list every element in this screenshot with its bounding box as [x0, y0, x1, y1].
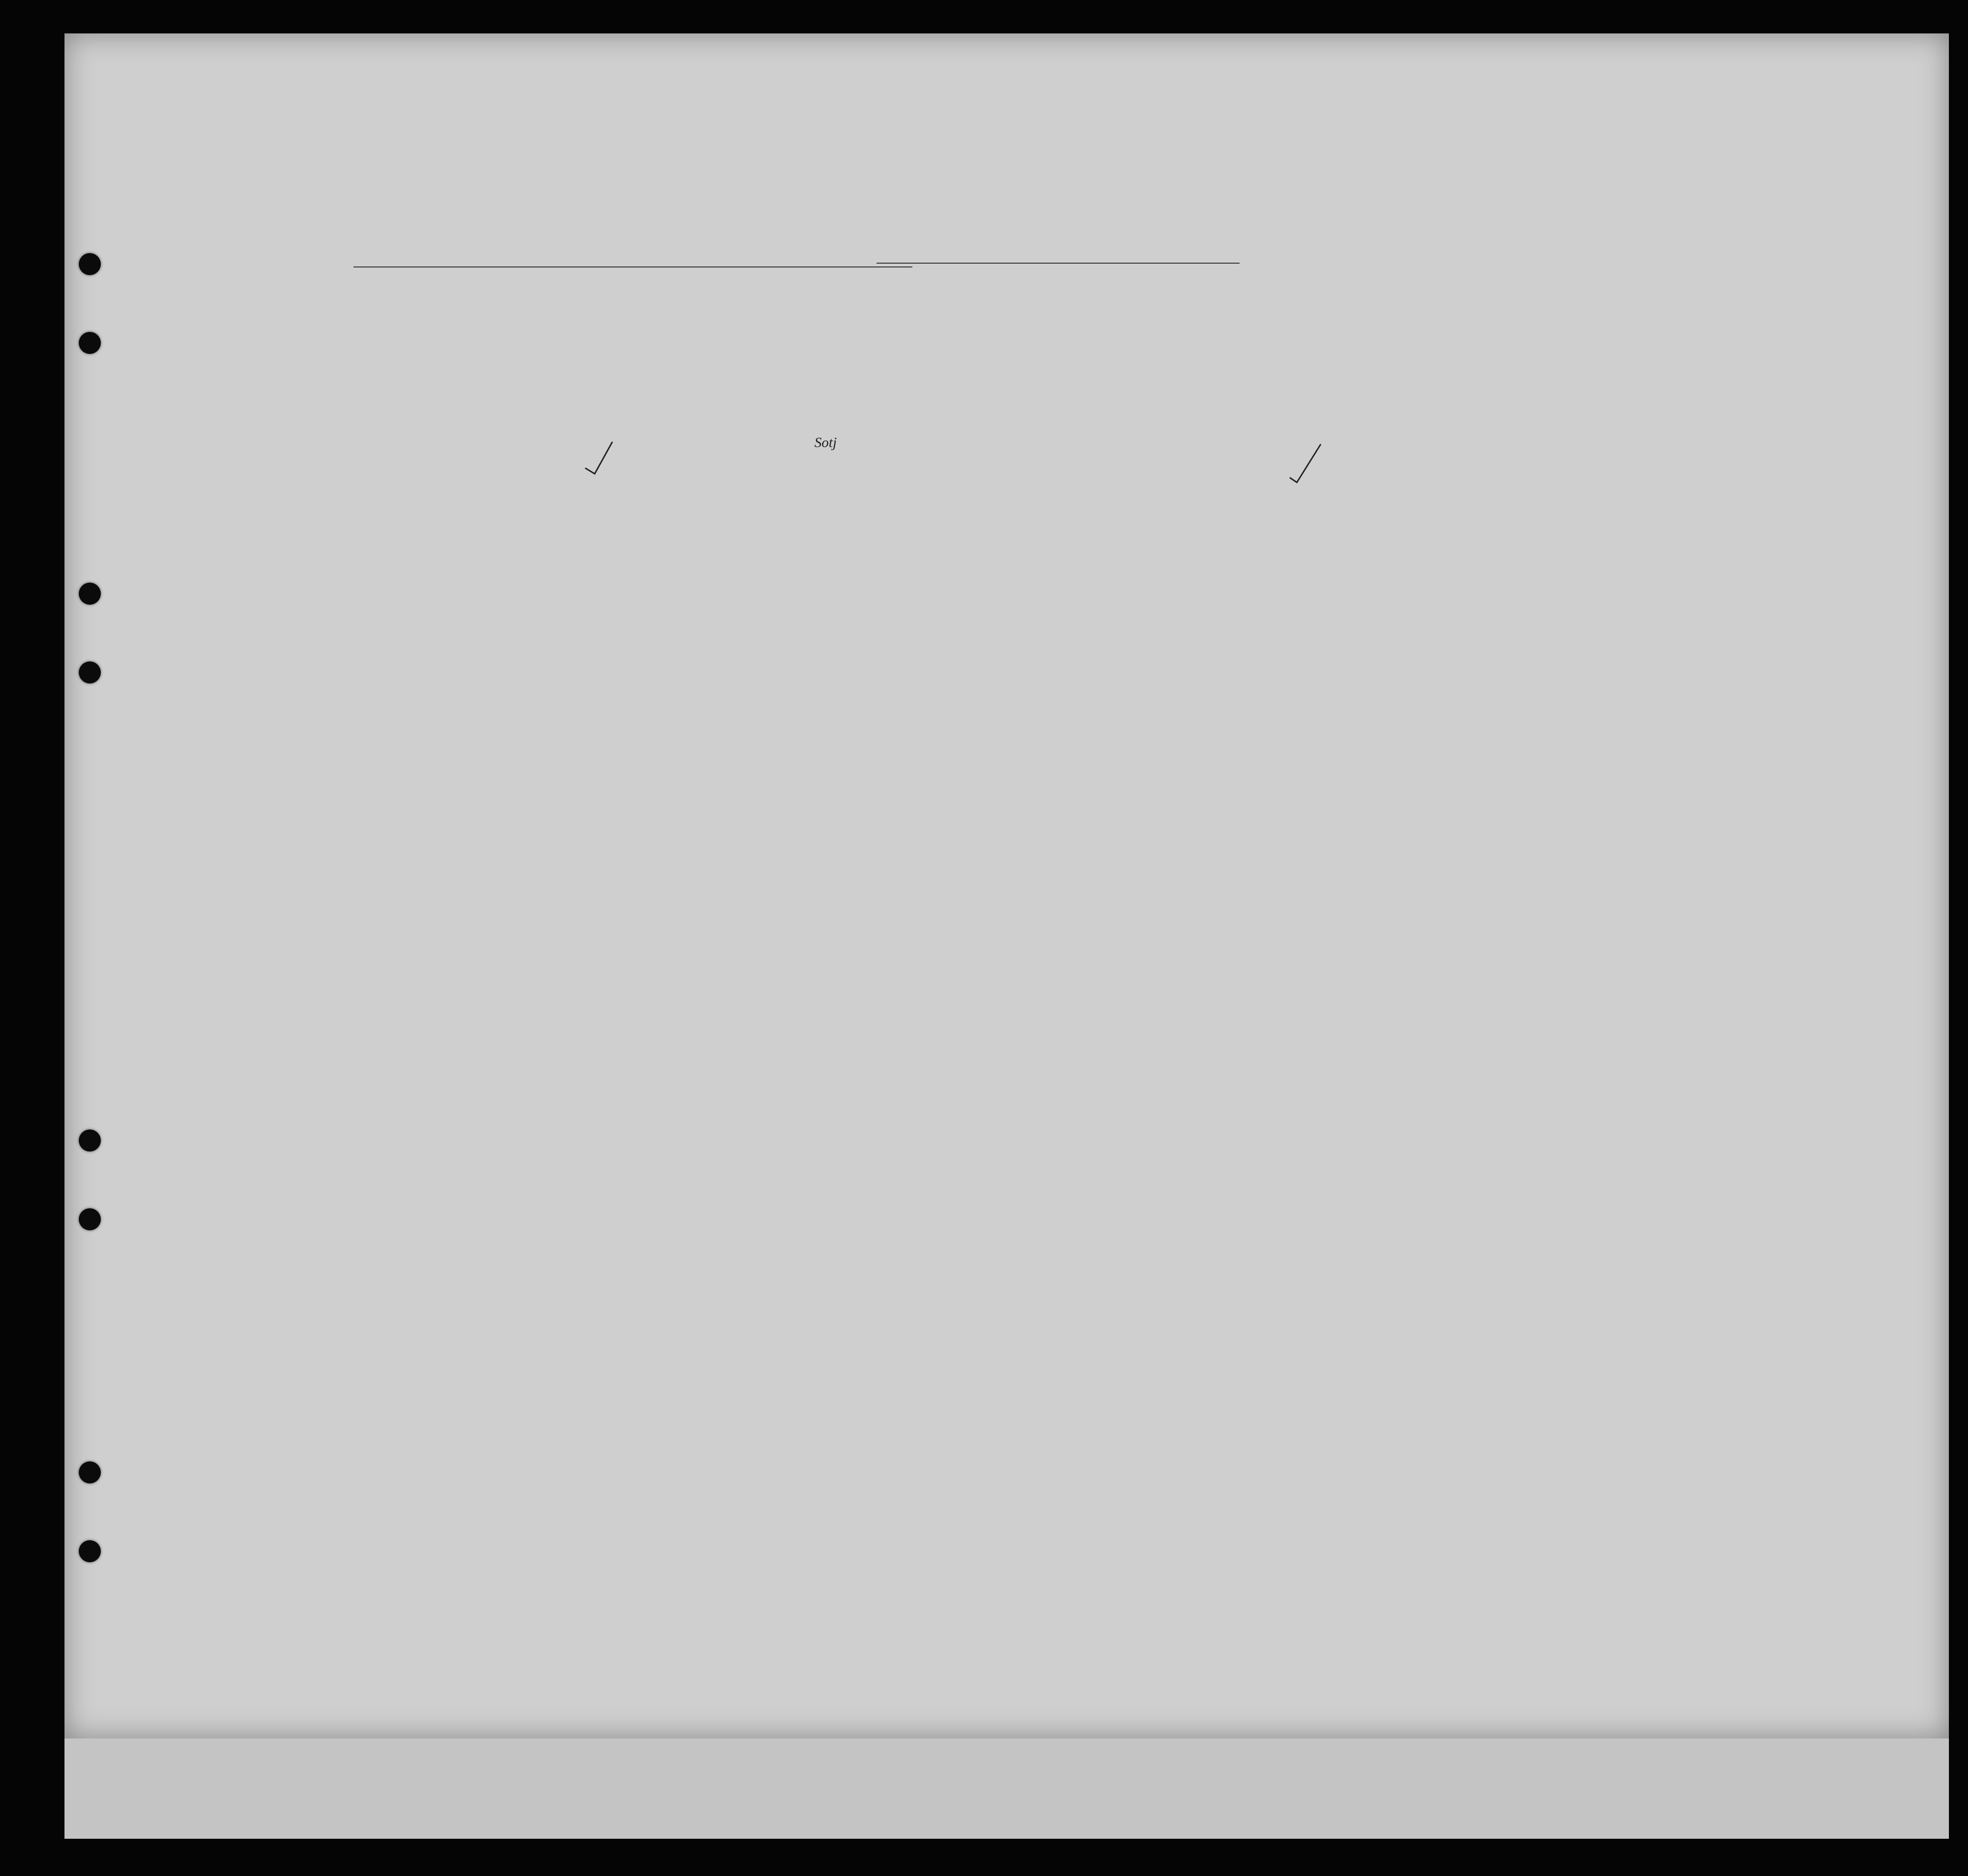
sheet-bottom-margin — [64, 1738, 1949, 1839]
column-header-purpose-citizen — [1220, 330, 1240, 449]
column-header-deported — [1435, 330, 1471, 449]
binder-hole — [79, 1208, 101, 1230]
binder-hole — [79, 583, 101, 605]
binder-hole — [79, 253, 101, 275]
binder-hole — [79, 332, 101, 354]
column-header-overthrow — [1340, 330, 1392, 449]
manifest-sheet — [64, 33, 1949, 1738]
column-header-polygamist — [1290, 330, 1306, 449]
column-header-money — [704, 325, 725, 454]
column-header-purpose-return — [1115, 330, 1134, 449]
binder-hole — [79, 1461, 101, 1483]
port-underline — [353, 266, 912, 267]
column-header-purpose-length — [1163, 330, 1182, 449]
binder-hole — [79, 661, 101, 683]
ticket-checkmark — [583, 439, 616, 478]
purpose-checkmark — [1287, 442, 1326, 485]
column-header-ticket — [585, 325, 607, 454]
column-header-prison — [1256, 330, 1283, 449]
column-header-offer — [1397, 330, 1428, 449]
column-header-inches — [1605, 396, 1618, 449]
date-underline — [877, 263, 1240, 264]
binder-hole — [79, 1540, 101, 1562]
column-header-anarchist — [1316, 330, 1333, 449]
binder-hole — [79, 1130, 101, 1151]
table-grid — [64, 33, 1949, 1738]
handwritten-mark: Sotj — [814, 435, 837, 450]
